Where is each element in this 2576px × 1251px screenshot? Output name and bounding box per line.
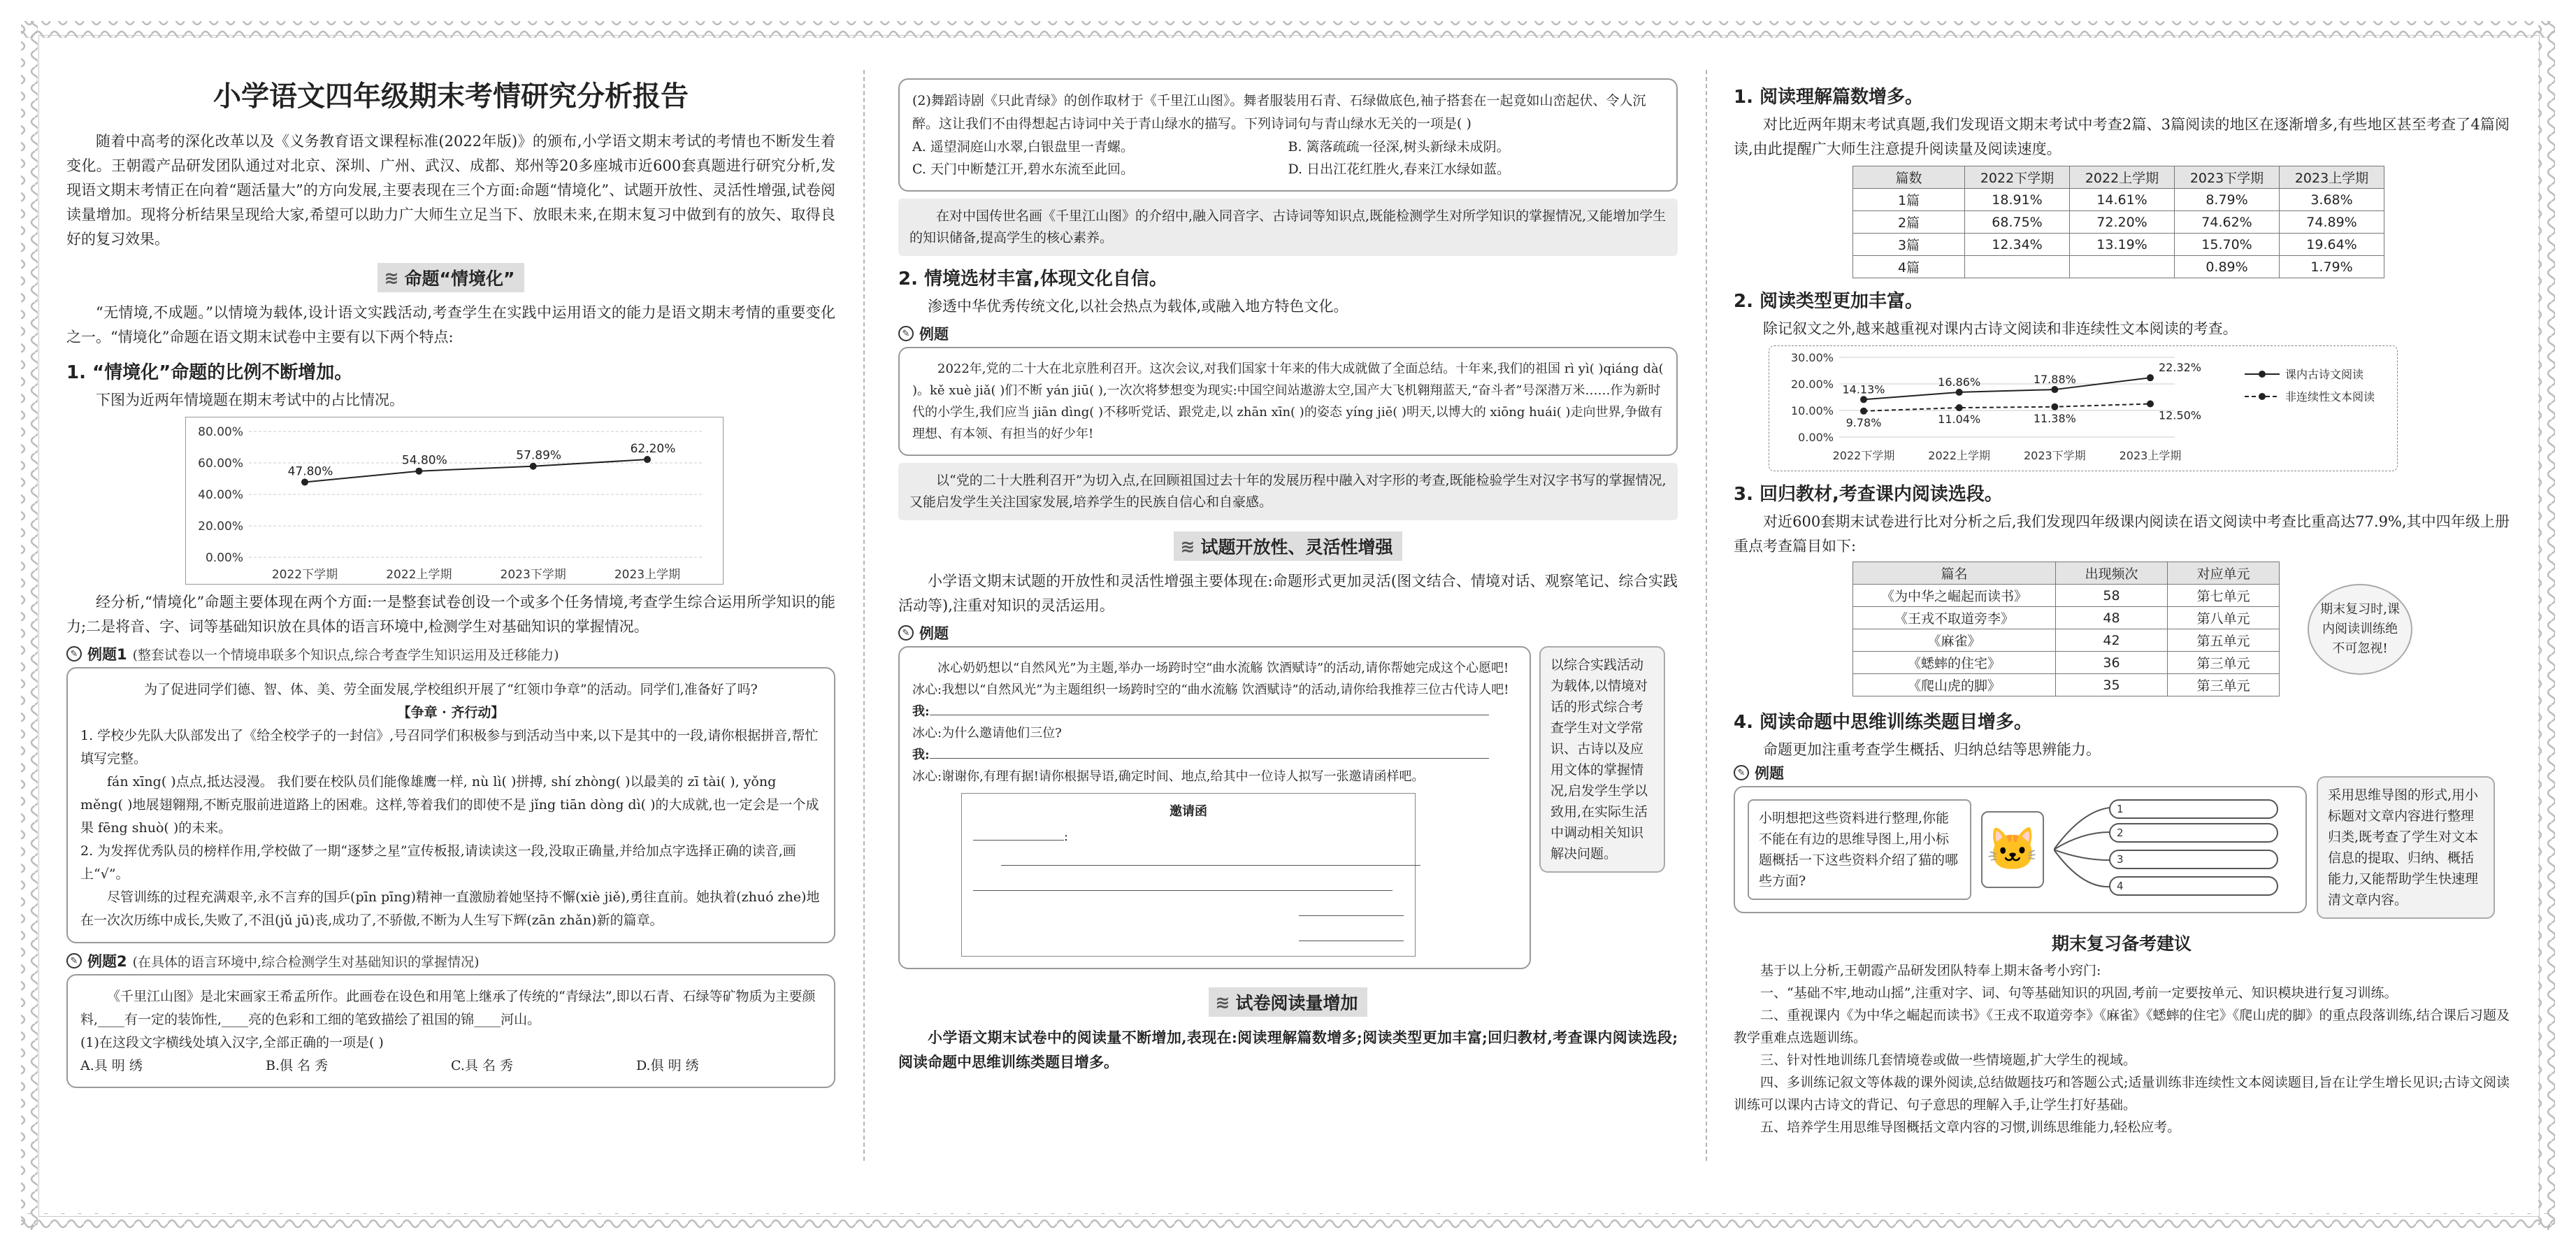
example-text: 2022年,党的二十大在北京胜利召开。这次会议,对我们国家十年来的伟大成就做了全面总结。十年来,我们的祖国 rì yì( )qiáng dà( )。kě xuè jiǎ( )们不断 yán jiū( ),一次次将梦想变为现实:中国空间站遨游太空,国产大飞机翱翔蓝天,“奋斗者”号深潜万米……作为新时代的小学生,我们应当 jiān dìng( )不移听党话、跟党走,以 zhān xīn( )的姿态 yíng jiē( )明天,以博大的 xiōng huái( )走向世界,争做有理想、有本领、有担当的好少年! — [912, 362, 1664, 441]
column-1 — [66, 70, 835, 1095]
section-text: 对近600套期末试卷进行比对分析之后,我们发现四年级课内阅读在语文阅读中考查比重高达77.9%,其中四年级上册重点考查篇目如下: — [1734, 513, 2510, 555]
question-2-options — [912, 136, 1664, 180]
example-1-q2: 2. 为发挥优秀队员的榜样作用,学校做了一期“逐梦之星”宣传板报,请读读这一段,没取正确量,并给加点字选择正确的读音,画上“√”。 — [80, 843, 796, 882]
data-point — [1860, 408, 1867, 415]
chart-caption: 下图为近两年情境题在期末考试中的占比情况。 — [96, 392, 404, 408]
data-label: 9.78% — [1845, 415, 1882, 429]
data-label: 54.80% — [401, 453, 447, 468]
table-row: 《麻雀》 42 第五单元 — [1853, 629, 2280, 652]
data-label: 57.89% — [516, 448, 562, 463]
recommendation-item: 一、“基础不牢,地动山摇”,注重对字、词、句等基础知识的巩固,考前一定要按单元、知识模块进行复习训练。 — [1760, 985, 2398, 1001]
data-label: 11.38% — [2033, 411, 2076, 425]
table-header: 篇数 2022下学期 2022上学期 2023下学期 2023上学期 — [1853, 166, 2384, 189]
invitation-card: 邀请函 : — [961, 793, 1416, 957]
example-icon: ✎ — [898, 625, 914, 641]
dialogue-line: 冰心:为什么邀请他们三位? — [912, 726, 1062, 741]
data-point — [301, 478, 308, 485]
recommendation-item: 五、培养学生用思维导图概括文章内容的习惯,训练思维能力,轻松应考。 — [1760, 1120, 2181, 1135]
x-tick-label: 2023下学期 — [500, 568, 566, 582]
intro-paragraph: 随着中高考的深化改革以及《义务教育语文课程标准(2022年版)》的颁布,小学语文期末考试的考情也不断发生着变化。王朝霞产品研发团队通过对北京、深圳、广州、武汉、成都、郑州等20多座城市近600套真题进行研究分析,发现语文期末考情正在向着“题活量大”的方向发展,主要表现在三个方面:命题“情境化”、试题开放性、灵活性增强,试卷阅读量增加。现将分析结果呈现给大家,希望可以助力广大师生立足当下、放眼未来,在期末复习中做到有的放矢、取得良好的复习效果。 — [66, 133, 835, 248]
data-label: 47.80% — [287, 464, 333, 479]
table-row: 3篇 12.34% 13.19% 15.70% 19.64% — [1853, 234, 2384, 256]
example-tag: ✎ 例题 — [1734, 762, 2307, 783]
data-point — [1956, 404, 1963, 411]
data-point — [2051, 403, 2058, 410]
example-row — [1734, 762, 2510, 920]
section-text: 小学语文期末试题的开放性和灵活性增强主要体现在:命题形式更加灵活(图文结合、情境对话、观察笔记、综合实践活动等),注重对知识的灵活运用。 — [898, 573, 1678, 614]
analysis-note-2: 以“党的二十大胜利召开”为切入点,在回顾祖国过去十年的发展历程中融入对字形的考查,既能检验学生对汉字书写的掌握情况,又能启发学生关注国家发展,培养学生的民族自信心和自豪感。 — [898, 463, 1678, 520]
series-line — [1864, 404, 2150, 411]
y-tick-label: 60.00% — [198, 457, 243, 471]
data-point — [1956, 389, 1963, 396]
y-tick-label: 0.00% — [205, 551, 243, 565]
answer-line: 我: — [912, 701, 1517, 722]
recommendation-item: 二、重视课内《为中华之崛起而读书》《王戎不取道旁李》《麻雀》《蟋蟀的住宅》《爬山虎的脚》的重点段落训练,结合课后习题及教学重难点选题训练。 — [1734, 1008, 2510, 1045]
key-texts-table — [1852, 562, 2280, 696]
data-point — [2147, 374, 2154, 381]
example-text: 小明想把这些资料进行整理,你能不能在有边的思维导图上,用小标题概括一下这些资料介绍了猫的哪些方面? — [1748, 799, 1971, 900]
example-2-options — [80, 1055, 821, 1077]
wave-icon: ≋ — [384, 267, 399, 288]
section-text: 除记叙文之外,越来越重视对课内古诗文阅读和非连续性文本阅读的考查。 — [1763, 320, 2238, 337]
table-row: 《王戎不取道旁李》 48 第八单元 — [1853, 607, 2280, 629]
example-icon: ✎ — [66, 646, 82, 662]
subheading: 1. “情境化”命题的比例不断增加。 — [66, 362, 353, 383]
data-point — [415, 468, 422, 475]
example-2-question: (1)在这段文字横线处填入汉字,全部正确的一项是( ) — [80, 1035, 384, 1050]
data-label: 16.86% — [1938, 375, 1981, 389]
x-tick-label: 2023下学期 — [2023, 449, 2086, 462]
section-text: 渗透中华优秀传统文化,以社会热点为载体,或融入地方特色文化。 — [928, 298, 1348, 315]
svg-text:4: 4 — [2117, 880, 2124, 892]
legend-label: 非连续性文本阅读 — [2285, 390, 2375, 403]
option: B.俱 名 秀 — [266, 1058, 329, 1073]
example-1-intro: 为了促进同学们德、智、体、美、劳全面发展,学校组织开展了“红领巾争章”的活动。同学们,准备好了吗? — [144, 682, 758, 697]
column-divider — [863, 70, 865, 1161]
legend-marker — [2259, 371, 2266, 378]
legend-label: 课内古诗文阅读 — [2285, 368, 2364, 381]
example-row — [898, 646, 1678, 976]
invitation-title: 邀请函 — [1170, 804, 1207, 819]
section-text: 对比近两年期末考试真题,我们发现语文期末考试中考查2篇、3篇阅读的地区在逐渐增多,有些地区甚至考查了4篇阅读,由此提醒广大师生注意提升阅读量及阅读速度。 — [1734, 116, 2510, 157]
example-1-tag: ✎ 例题1 (整套试卷以一个情境串联多个知识点,综合考查学生知识运用及迁移能力) — [66, 643, 835, 664]
data-point — [2051, 386, 2058, 393]
section-text: “无情境,不成题。”以情境为载体,设计语文实践活动,考查学生在实践中运用语文的能力是语文期末考情的重要变化之一。“情境化”命题在语文期末试卷中主要有以下两个特点: — [66, 304, 835, 345]
chart-1-container — [185, 417, 724, 585]
x-tick-label: 2022下学期 — [271, 568, 338, 582]
example-icon: ✎ — [898, 326, 914, 341]
option: D. 日出江花红胜火,春来江水绿如蓝。 — [1288, 162, 1511, 177]
option: B. 篱落疏疏一径深,树头新绿未成阴。 — [1288, 139, 1510, 155]
data-label: 11.04% — [1938, 413, 1981, 427]
example-2-text: 《千里江山图》是北宋画家王希孟所作。此画卷在设色和用笔上继承了传统的“青绿法”,即以石青、石绿等矿物质为主要颜料,____有一定的装饰性,____亮的色彩和工细的笔致描绘了祖国的锦____河山。 — [80, 989, 816, 1027]
section-text: 命题更加注重考查学生概括、归纳总结等思辨能力。 — [1763, 741, 2101, 758]
example-1-q1: 1. 学校少先队大队部发出了《给全校学子的一封信》,号召同学们积极参与到活动当中来,以下是其中的一段,请你根据拼音,帮忙填写完整。 — [80, 728, 819, 766]
column-2 — [898, 70, 1678, 1074]
section-heading: ≋ 试卷阅读量增加 — [898, 987, 1678, 1017]
data-point — [1860, 396, 1867, 403]
x-tick-label: 2022下学期 — [1832, 449, 1895, 462]
analysis-note-1: 在对中国传世名画《千里江山图》的介绍中,融入同音字、古诗词等知识点,既能检测学生对所学知识的掌握情况,又能增加学生的知识储备,提高学生的核心素养。 — [898, 199, 1678, 256]
subheading: 4. 阅读命题中思维训练类题目增多。 — [1734, 712, 2033, 733]
example-2-box — [66, 974, 835, 1088]
y-tick-label: 20.00% — [1790, 378, 1834, 391]
recommendation-item: 四、多训练记叙文等体裁的课外阅读,总结做题技巧和答题公式;适量训练非连续性文本阅读题目,旨在让学生增长见识;古诗文阅读训练可以课内古诗文的背记、句子意思的理解入手,让学生打好基础。 — [1734, 1075, 2510, 1113]
option: D.俱 明 绣 — [636, 1058, 699, 1073]
table-row: 2篇 68.75% 72.20% 74.62% 74.89% — [1853, 211, 2384, 234]
data-label: 14.13% — [1842, 383, 1885, 396]
x-tick-label: 2023上学期 — [614, 568, 681, 582]
data-label: 17.88% — [2033, 373, 2076, 387]
table-row: 《蟋蟀的住宅》 36 第三单元 — [1853, 652, 2280, 674]
question-2-box — [898, 78, 1678, 192]
section-heading: ≋ 命题“情境化” — [66, 263, 835, 292]
table-header: 篇名 出现频次 对应单元 — [1853, 562, 2280, 585]
legend-marker — [2259, 393, 2266, 400]
table-row: 4篇 0.89% 1.79% — [1853, 256, 2384, 278]
subheading: 3. 回归教材,考查课内阅读选段。 — [1734, 484, 2003, 505]
x-tick-label: 2022上学期 — [386, 568, 452, 582]
data-label: 62.20% — [630, 442, 676, 457]
table-row: 《爬山虎的脚》 35 第三单元 — [1853, 674, 2280, 696]
reminder-bubble: 期末复习时,课内阅读训练绝不可忽视! — [2308, 584, 2412, 675]
example-box — [898, 646, 1531, 969]
data-label: 12.50% — [2159, 408, 2202, 422]
option: A.具 明 绣 — [80, 1058, 143, 1073]
table-2-row — [1734, 559, 2510, 699]
chart-2-container — [1769, 345, 2398, 471]
side-note: 采用思维导图的形式,用小标题对文章内容进行整理归类,既考查了学生对文本信息的提取、归纳、概括能力,又能帮助学生快速理清文章内容。 — [2317, 776, 2495, 919]
y-tick-label: 0.00% — [1798, 431, 1834, 444]
example-2-tag: ✎ 例题2 (在具体的语言环境中,综合检测学生对基础知识的掌握情况) — [66, 950, 835, 971]
example-tag: ✎ 例题 — [898, 323, 1678, 344]
example-1-passage-2: 尽管训练的过程充满艰辛,永不言弃的国乒(pīn pīng)精神一直激励着她坚持不懈(xiè jiě),勇往直前。她执着(zhuó zhe)地在一次次历练中成长,失败了,不沮(jǔ jū)丧,成功了,不骄傲,不断为人生写下辉(zān zhǎn)新的篇章。 — [80, 889, 820, 928]
svg-text:2: 2 — [2117, 827, 2124, 839]
reading-count-table — [1852, 166, 2384, 278]
y-tick-label: 80.00% — [198, 425, 243, 439]
example-icon: ✎ — [1734, 765, 1749, 780]
series-line — [1864, 375, 2150, 399]
y-tick-label: 20.00% — [198, 520, 243, 534]
recommendation-item: 三、针对性地训练几套情境卷或做一些情境题,扩大学生的视域。 — [1760, 1052, 2137, 1068]
analysis-paragraph: 经分析,“情境化”命题主要体现在两个方面:一是整套试卷创设一个或多个任务情境,考查学生综合运用所学知识的能力;二是将音、字、词等基础知识放在具体的语言环境中,检测学生对基础知识的掌握情况。 — [66, 594, 835, 635]
section-heading: ≋ 试题开放性、灵活性增强 — [898, 531, 1678, 561]
section-text: 小学语文期末试卷中的阅读量不断增加,表现在:阅读理解篇数增多;阅读类型更加丰富;回归教材,考查课内阅读选段;阅读命题中思维训练类题目增多。 — [898, 1029, 1678, 1071]
column-divider — [1706, 70, 1707, 1161]
option: C.具 名 秀 — [451, 1058, 513, 1073]
example-1-box — [66, 667, 835, 943]
option: A. 遥望洞庭山水翠,白银盘里一青螺。 — [912, 139, 1134, 155]
wave-icon: ≋ — [1180, 536, 1195, 557]
svg-text:1: 1 — [2117, 803, 2124, 815]
question-2-text: (2)舞蹈诗剧《只此青绿》的创作取材于《千里江山图》。舞者服装用石青、石绿做底色,袖子搭套在一起竟如山峦起伏、令人沉醉。这让我们不由得想起古诗词中关于青山绿水的描写。下列诗词句与青山绿水无关的一项是( ) — [912, 93, 1646, 131]
subheading: 1. 阅读理解篇数增多。 — [1734, 87, 1924, 108]
example-1-subtitle: 【争章 · 齐行动】 — [397, 705, 505, 720]
dialogue-line: 冰心:我想以“自然风光”为主题组织一场跨时空的“曲水流觞 饮酒赋诗”的活动,请你给我推荐三位古代诗人吧! — [912, 682, 1509, 697]
cat-icon: 🐱 — [1981, 811, 2044, 888]
answer-line: 我: — [912, 744, 1517, 766]
table-row: 1篇 18.91% 14.61% 8.79% 3.68% — [1853, 189, 2384, 211]
data-point — [530, 463, 537, 470]
column-3 — [1734, 70, 2510, 1138]
x-tick-label: 2023上学期 — [2119, 449, 2182, 462]
wave-icon: ≋ — [1215, 992, 1230, 1013]
table-row: 《为中华之崛起而读书》 58 第七单元 — [1853, 585, 2280, 607]
data-point — [2147, 401, 2154, 408]
example-1-passage-1: fán xīng( )点点,抵达浸漫。 我们要在校队员们能像雄鹰一样, nù lì( )拼搏, shí zhòng( )以最美的 zī tài( ), yǒng měng( )地展翅翱翔,不断克服前进道路上的困难。这样,等着我们的即使不是 jǐng tiān dòng dì( )的大成就,也一定会是一个成果 fēng shuò( )的未来。 — [80, 774, 819, 836]
subheading: 2. 阅读类型更加丰富。 — [1734, 291, 1924, 312]
option: C. 天门中断楚江开,碧水东流至此回。 — [912, 162, 1134, 177]
recommendations-title: 期末复习备考建议 — [2051, 934, 2192, 954]
dialogue-line: 冰心:谢谢你,有理有据!请你根据导语,确定时间、地点,给其中一位诗人拟写一张邀请函样吧。 — [912, 769, 1425, 784]
mind-map — [2054, 797, 2284, 902]
y-tick-label: 40.00% — [198, 488, 243, 502]
side-note: 以综合实践活动为载体,以情境对话的形式综合考查学生对文学常识、古诗以及应用文体的掌握情况,启发学生学以致用,在实际生活中调动相关知识解决问题。 — [1539, 646, 1665, 873]
reading-type-chart — [1769, 346, 2397, 471]
example-box — [898, 347, 1678, 456]
data-point — [644, 456, 651, 463]
page-title: 小学语文四年级期末考情研究分析报告 — [213, 80, 689, 113]
example-tag: ✎ 例题 — [898, 622, 1678, 643]
example-icon: ✎ — [66, 953, 82, 968]
example-text: 冰心奶奶想以“自然风光”为主题,举办一场跨时空“曲水流觞 饮酒赋诗”的活动,请你帮她完成这个心愿吧! — [937, 661, 1509, 675]
y-tick-label: 10.00% — [1790, 404, 1834, 417]
x-tick-label: 2022上学期 — [1928, 449, 1991, 462]
svg-text:3: 3 — [2117, 853, 2124, 866]
example-box — [1734, 786, 2307, 913]
situational-ratio-chart — [186, 417, 723, 584]
data-label: 22.32% — [2159, 361, 2202, 375]
recommendations-intro: 基于以上分析,王朝霞产品研发团队特奉上期末备考小窍门: — [1760, 963, 2101, 978]
subheading: 2. 情境选材丰富,体现文化自信。 — [898, 269, 1167, 289]
y-tick-label: 30.00% — [1790, 351, 1834, 364]
